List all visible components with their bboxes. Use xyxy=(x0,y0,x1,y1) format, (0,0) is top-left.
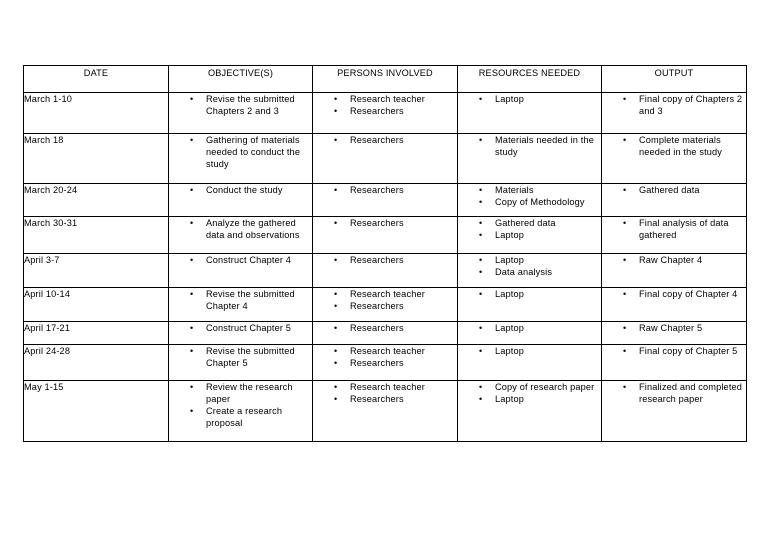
resources-cell xyxy=(458,134,602,184)
resources-cell xyxy=(458,288,602,322)
bullet-list xyxy=(458,322,601,334)
date-cell: April 17-21 xyxy=(24,322,169,345)
list-item: • Researchers xyxy=(313,217,457,229)
date-cell: April 24-28 xyxy=(24,345,169,381)
list-item: • Laptop xyxy=(458,288,601,300)
list-item: • Construct Chapter 4 xyxy=(169,254,312,266)
output-cell xyxy=(602,93,747,134)
output-cell xyxy=(602,134,747,184)
list-item: • Laptop xyxy=(458,93,601,105)
bullet-list xyxy=(602,381,746,405)
bullet-list xyxy=(313,288,457,312)
list-item: • Laptop xyxy=(458,254,601,266)
resources-cell xyxy=(458,254,602,288)
list-item: • Laptop xyxy=(458,229,601,241)
list-item: • Finalized and completed research paper xyxy=(602,381,746,405)
schedule-table xyxy=(23,65,747,442)
list-item: • Researchers xyxy=(313,184,457,196)
table-row xyxy=(24,345,747,381)
list-item: • Complete materials needed in the study xyxy=(602,134,746,158)
list-item: • Copy of research paper xyxy=(458,381,601,393)
list-item: • Gathered data xyxy=(602,184,746,196)
objectives-cell xyxy=(169,134,313,184)
bullet-list xyxy=(169,254,312,266)
date-cell: March 18 xyxy=(24,134,169,184)
table-row xyxy=(24,288,747,322)
date-cell: April 3-7 xyxy=(24,254,169,288)
objectives-cell xyxy=(169,184,313,217)
persons-cell xyxy=(313,217,458,254)
list-item: • Researchers xyxy=(313,393,457,405)
list-item: • Materials needed in the study xyxy=(458,134,601,158)
list-item: • Researchers xyxy=(313,134,457,146)
list-item: • Raw Chapter 5 xyxy=(602,322,746,334)
bullet-list xyxy=(313,184,457,196)
bullet-list xyxy=(458,288,601,300)
date-cell: March 1-10 xyxy=(24,93,169,134)
list-item: • Research teacher xyxy=(313,345,457,357)
table-row xyxy=(24,322,747,345)
objectives-cell xyxy=(169,322,313,345)
table-row xyxy=(24,217,747,254)
output-cell xyxy=(602,288,747,322)
persons-cell xyxy=(313,322,458,345)
bullet-list xyxy=(602,322,746,334)
bullet-list xyxy=(313,381,457,405)
bullet-list xyxy=(458,184,601,208)
resources-cell xyxy=(458,184,602,217)
bullet-list xyxy=(458,217,601,241)
list-item: • Construct Chapter 5 xyxy=(169,322,312,334)
bullet-list xyxy=(169,345,312,369)
bullet-list xyxy=(169,381,312,429)
date-cell: March 20-24 xyxy=(24,184,169,217)
list-item: • Conduct the study xyxy=(169,184,312,196)
objectives-cell xyxy=(169,217,313,254)
persons-cell xyxy=(313,93,458,134)
bullet-list xyxy=(458,381,601,405)
list-item: • Laptop xyxy=(458,393,601,405)
persons-cell xyxy=(313,254,458,288)
date-cell: May 1-15 xyxy=(24,381,169,442)
bullet-list xyxy=(169,134,312,170)
bullet-list xyxy=(313,322,457,334)
objectives-cell xyxy=(169,381,313,442)
list-item: • Research teacher xyxy=(313,381,457,393)
list-item: • Revise the submitted Chapters 2 and 3 xyxy=(169,93,312,117)
bullet-list xyxy=(313,93,457,117)
bullet-list xyxy=(602,254,746,266)
output-cell xyxy=(602,345,747,381)
resources-cell xyxy=(458,345,602,381)
date-cell: April 10-14 xyxy=(24,288,169,322)
bullet-list xyxy=(602,288,746,300)
list-item: • Raw Chapter 4 xyxy=(602,254,746,266)
header-output: OUTPUT xyxy=(602,66,747,93)
list-item: • Analyze the gathered data and observations xyxy=(169,217,312,241)
list-item: • Gathered data xyxy=(458,217,601,229)
objectives-cell xyxy=(169,254,313,288)
list-item: • Researchers xyxy=(313,105,457,117)
persons-cell xyxy=(313,381,458,442)
bullet-list xyxy=(313,134,457,146)
bullet-list xyxy=(169,93,312,117)
bullet-list xyxy=(458,134,601,158)
date-cell: March 30-31 xyxy=(24,217,169,254)
resources-cell xyxy=(458,322,602,345)
bullet-list xyxy=(602,184,746,196)
header-objectives: OBJECTIVE(S) xyxy=(169,66,313,93)
bullet-list xyxy=(169,217,312,241)
list-item: • Laptop xyxy=(458,345,601,357)
list-item: • Review the research paper xyxy=(169,381,312,405)
bullet-list xyxy=(169,288,312,312)
bullet-list xyxy=(602,134,746,158)
list-item: • Data analysis xyxy=(458,266,601,278)
bullet-list xyxy=(458,345,601,357)
header-resources-needed: RESOURCES NEEDED xyxy=(458,66,602,93)
persons-cell xyxy=(313,345,458,381)
bullet-list xyxy=(313,345,457,369)
resources-cell xyxy=(458,217,602,254)
table-row xyxy=(24,254,747,288)
persons-cell xyxy=(313,184,458,217)
bullet-list xyxy=(458,93,601,105)
list-item: • Research teacher xyxy=(313,93,457,105)
list-item: • Researchers xyxy=(313,300,457,312)
list-item: • Researchers xyxy=(313,322,457,334)
bullet-list xyxy=(313,254,457,266)
list-item: • Revise the submitted Chapter 4 xyxy=(169,288,312,312)
list-item: • Gathering of materials needed to conduct the study xyxy=(169,134,312,170)
bullet-list xyxy=(602,93,746,117)
header-date: DATE xyxy=(24,66,169,93)
output-cell xyxy=(602,322,747,345)
list-item: • Final analysis of data gathered xyxy=(602,217,746,241)
table-row xyxy=(24,93,747,134)
list-item: • Laptop xyxy=(458,322,601,334)
objectives-cell xyxy=(169,345,313,381)
list-item: • Final copy of Chapter 5 xyxy=(602,345,746,357)
list-item: • Final copy of Chapters 2 and 3 xyxy=(602,93,746,117)
objectives-cell xyxy=(169,93,313,134)
header-row xyxy=(24,66,747,93)
bullet-list xyxy=(313,217,457,229)
header-persons-involved: PERSONS INVOLVED xyxy=(313,66,458,93)
persons-cell xyxy=(313,134,458,184)
list-item: • Copy of Methodology xyxy=(458,196,601,208)
list-item: • Final copy of Chapter 4 xyxy=(602,288,746,300)
persons-cell xyxy=(313,288,458,322)
output-cell xyxy=(602,254,747,288)
list-item: • Revise the submitted Chapter 5 xyxy=(169,345,312,369)
output-cell xyxy=(602,381,747,442)
bullet-list xyxy=(602,217,746,241)
bullet-list xyxy=(602,345,746,357)
objectives-cell xyxy=(169,288,313,322)
list-item: • Research teacher xyxy=(313,288,457,300)
output-cell xyxy=(602,184,747,217)
list-item: • Materials xyxy=(458,184,601,196)
bullet-list xyxy=(169,322,312,334)
bullet-list xyxy=(458,254,601,278)
list-item: • Researchers xyxy=(313,254,457,266)
resources-cell xyxy=(458,93,602,134)
table-row xyxy=(24,381,747,442)
list-item: • Researchers xyxy=(313,357,457,369)
output-cell xyxy=(602,217,747,254)
list-item: • Create a research proposal xyxy=(169,405,312,429)
resources-cell xyxy=(458,381,602,442)
table-row xyxy=(24,134,747,184)
bullet-list xyxy=(169,184,312,196)
table-row xyxy=(24,184,747,217)
